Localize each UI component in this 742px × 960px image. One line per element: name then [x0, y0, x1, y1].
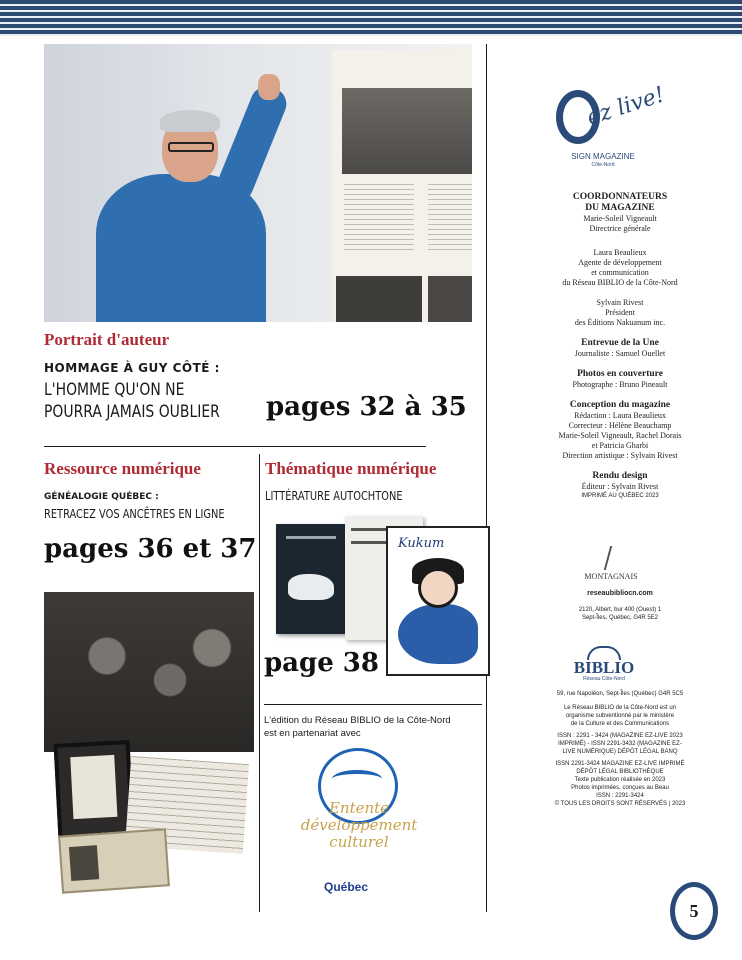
- guy-cote-photo: [44, 44, 472, 322]
- book-cover-script-title: Kukum: [398, 536, 445, 551]
- book-cover-bear: [276, 524, 346, 634]
- coord-role2a: Agente de développement: [578, 258, 662, 267]
- address-line1: 2120, Albert, bur 400 (Ouest) 1: [578, 607, 662, 613]
- coordinators-block: [500, 192, 740, 500]
- coord-role3a: Président: [605, 308, 635, 317]
- identity-card-document: [58, 828, 170, 893]
- partner-text: [264, 714, 451, 740]
- info-line13: © TOUS LES DROITS SONT RÉSERVÉS | 2023: [554, 801, 686, 807]
- info-line6: IMPRIMÉ) - ISSN 2291-3432 (MAGAZINE EZ-: [558, 741, 682, 747]
- info-line10: Texte publication réalisée en 2023: [574, 777, 666, 783]
- partner-text-line2: est en partenariat avec: [264, 728, 361, 739]
- entrevue-text: Journaliste : Samuel Ouellet: [574, 349, 666, 358]
- coord-role2c: du Réseau BIBLIO de la Côte-Nord: [562, 278, 678, 287]
- quebec-logo-text: Québec: [324, 880, 369, 894]
- biblio-logo-word: BIBLIO: [573, 658, 635, 677]
- thematique-pages: page 38: [264, 648, 379, 678]
- address-line2: Sept-Îles, Québec, G4R 5E2: [581, 615, 659, 621]
- website-link[interactable]: reseaubibliocn.com: [587, 590, 653, 597]
- portrait-headline-line2: L'HOMME QU'ON NE: [44, 380, 185, 400]
- ez-live-logo-script: ez live!: [583, 82, 668, 131]
- conception-line3: Marie-Soleil Vigneault, Rachel Dorais: [558, 431, 682, 440]
- coord-role1: Directrice générale: [589, 224, 651, 233]
- portrait-headline-line3: POURRA JAMAIS OUBLIER: [44, 402, 220, 422]
- entente-developpement-culturel-logo: [300, 748, 418, 898]
- info-line12: ISSN : 2291-3424: [596, 793, 644, 799]
- thematique-divider: [264, 704, 482, 705]
- partner-text-line1: L'édition du Réseau BIBLIO de la Côte-Nord: [264, 715, 451, 726]
- info-line3: organisme subventionné par le ministère: [565, 713, 675, 719]
- coord-name2: Laura Beaulieux: [593, 248, 647, 257]
- coord-title-2: DU MAGAZINE: [585, 203, 655, 213]
- coord-role2b: et communication: [591, 268, 649, 277]
- framed-portrait-document: [54, 740, 135, 840]
- partner-script-line2: développement: [300, 816, 418, 834]
- ressource-kicker: GÉNÉALOGIE QUÉBEC :: [44, 492, 159, 502]
- biblio-logo: [572, 646, 636, 682]
- partner-script-line1: Entente: [328, 799, 390, 817]
- thematique-section-title: Thématique numérique: [265, 459, 437, 478]
- legal-info-block: [500, 690, 740, 808]
- info-line2: Le Réseau BIBLIO de la Côte-Nord est un: [563, 705, 677, 711]
- photos-title: Photos en couverture: [577, 369, 663, 379]
- conception-line5: Direction artistique : Sylvain Rivest: [562, 451, 678, 460]
- coord-name1: Marie-Soleil Vigneault: [583, 214, 657, 223]
- rendu-line2: IMPRIMÉ AU QUÉBEC 2023: [581, 493, 659, 499]
- logo-sub: Côte-Nord: [591, 162, 615, 168]
- info-line9: DÉPÔT LÉGAL BIBLIOTHÈQUE: [576, 769, 664, 775]
- header-stripe-band: [0, 0, 742, 36]
- conception-line2: Correcteur : Hélène Beauchamp: [568, 421, 672, 430]
- archive-group-photo: [44, 592, 254, 752]
- portrait-section-title: Portrait d'auteur: [44, 330, 170, 349]
- info-line4: de la Culture et des Communications: [570, 721, 670, 727]
- montagnais-logo: [576, 546, 646, 581]
- coord-name3: Sylvain Rivest: [596, 298, 644, 307]
- logo-label: SIGN MAGAZINE: [571, 152, 635, 161]
- portrait-pages: pages 32 à 35: [266, 392, 467, 422]
- info-line8: ISSN 2291-3424 MAGAZINE EZ-LIVE IMPRIMÉ: [555, 761, 685, 767]
- inner-column-divider: [259, 454, 260, 912]
- ressource-pages: pages 36 et 37: [44, 534, 257, 564]
- montagnais-label: MONTAGNAIS: [584, 572, 638, 581]
- horizontal-divider: [44, 446, 426, 447]
- conception-line4: et Patricia Gharbi: [591, 441, 649, 450]
- coord-title-1: COORDONNATEURS: [572, 192, 668, 202]
- conception-title: Conception du magazine: [569, 400, 671, 410]
- book-cover-kukum: [386, 526, 490, 676]
- info-line5: ISSN : 2291 - 3424 (MAGAZINE EZ-LIVE 2023: [557, 733, 683, 739]
- photos-text: Photographe : Bruno Pineault: [572, 380, 668, 389]
- page-number: 5: [670, 882, 718, 940]
- conception-line1: Rédaction : Laura Beaulieux: [574, 411, 666, 420]
- info-line1: 59, rue Napoléon, Sept-Îles (Québec) G4R 5C5: [556, 691, 684, 697]
- coord-role3b: des Éditions Nakuanum inc.: [574, 318, 666, 327]
- rendu-line1: Éditeur : Sylvain Rivest: [581, 482, 659, 491]
- partner-script-line3: culturel: [329, 833, 389, 851]
- contact-block: [500, 590, 740, 622]
- column-divider: [486, 44, 487, 912]
- info-line7: LIVE NUMÉRIQUE) DÉPÔT LÉGAL BANQ: [562, 749, 678, 755]
- ressource-subtitle: RETRACEZ VOS ANCÊTRES EN LIGNE: [44, 507, 225, 521]
- ressource-section-title: Ressource numérique: [44, 459, 201, 478]
- thematique-subtitle: LITTÉRATURE AUTOCHTONE: [265, 489, 403, 503]
- biblio-logo-sub: Réseau Côte-Nord: [583, 676, 625, 682]
- portrait-headline-line1: HOMMAGE À GUY CÔTÉ :: [44, 361, 220, 375]
- rendu-title: Rendu design: [592, 471, 648, 481]
- info-line11: Photos imprimées, conçues au Beau: [571, 785, 669, 791]
- entrevue-title: Entrevue de la Une: [581, 338, 659, 348]
